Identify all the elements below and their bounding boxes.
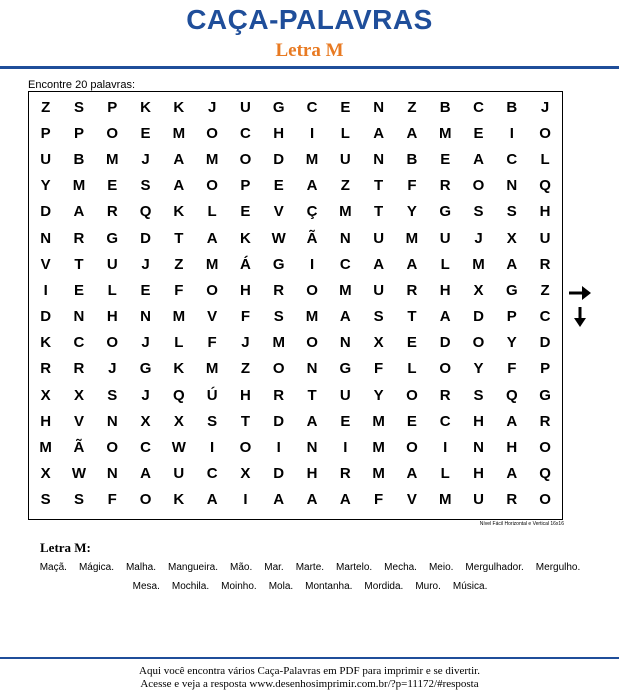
word-item: Mecha. <box>384 562 417 573</box>
grid-cell[interactable]: Z <box>340 177 350 195</box>
grid-cell[interactable]: L <box>407 360 417 378</box>
grid-cell[interactable]: U <box>473 491 484 509</box>
grid-cell[interactable]: T <box>374 203 384 221</box>
letter-grid <box>29 94 562 513</box>
grid-cell[interactable]: O <box>206 177 218 195</box>
grid-cell[interactable]: F <box>374 491 384 509</box>
grid-cell[interactable]: A <box>73 203 85 221</box>
grid-cell[interactable]: U <box>173 465 185 483</box>
grid-cell[interactable]: P <box>40 124 51 142</box>
grid-cell[interactable]: J <box>540 98 550 116</box>
grid-cell[interactable]: Z <box>540 281 550 299</box>
word-item: Mochila. <box>171 581 210 592</box>
grid-cell[interactable]: M <box>272 334 285 352</box>
grid-cell[interactable]: A <box>339 491 351 509</box>
grid-cell[interactable]: S <box>473 386 484 404</box>
grid-cell[interactable]: R <box>439 177 451 195</box>
grid-cell[interactable]: Z <box>240 360 251 378</box>
grid-cell[interactable]: Á <box>240 255 251 273</box>
grid-cell[interactable]: A <box>339 308 351 326</box>
word-item: Mola. <box>268 581 294 592</box>
word-item: Muro. <box>415 581 441 592</box>
grid-cell[interactable]: D <box>473 308 484 326</box>
grid-cell[interactable]: K <box>173 203 185 221</box>
grid-cell[interactable]: M <box>205 150 219 168</box>
grid-cell[interactable]: Z <box>41 98 51 116</box>
grid-cell[interactable]: F <box>174 281 184 299</box>
grid-cell[interactable]: I <box>276 439 281 457</box>
grid-cell[interactable]: M <box>405 229 419 247</box>
grid-cell[interactable]: P <box>107 98 118 116</box>
grid-cell[interactable]: R <box>539 412 551 430</box>
grid-cell[interactable]: G <box>106 229 119 247</box>
grid-cell[interactable]: A <box>306 177 318 195</box>
grid-cell[interactable]: X <box>173 412 184 430</box>
difficulty-note: Nível Fácil Horizontal e Vertical 16x16 <box>479 521 564 527</box>
grid-cell[interactable]: V <box>406 491 417 509</box>
grid-cell[interactable]: X <box>40 465 51 483</box>
grid-cell[interactable]: H <box>273 124 285 142</box>
instruction-text: Encontre 20 palavras: <box>28 79 136 91</box>
grid-cell[interactable]: S <box>506 203 517 221</box>
grid-cell[interactable]: Y <box>406 203 417 221</box>
word-item: Mesa. <box>132 581 160 592</box>
grid-cell[interactable]: K <box>140 98 151 116</box>
grid-cell[interactable]: S <box>473 203 484 221</box>
grid-cell[interactable]: O <box>206 124 218 142</box>
grid-cell[interactable]: G <box>272 98 285 116</box>
grid-cell[interactable]: D <box>273 412 285 430</box>
grid-cell[interactable]: G <box>139 360 152 378</box>
grid-cell[interactable]: X <box>140 412 151 430</box>
grid-cell[interactable]: B <box>406 150 418 168</box>
grid-cell[interactable]: F <box>240 308 251 326</box>
grid-cell[interactable]: D <box>40 203 52 221</box>
grid-cell[interactable]: L <box>540 150 550 168</box>
grid-cell[interactable]: O <box>239 439 252 457</box>
grid-cell[interactable]: K <box>40 334 52 352</box>
grid-cell[interactable]: O <box>539 439 551 457</box>
grid-cell[interactable]: C <box>140 439 151 457</box>
grid-cell[interactable]: Y <box>473 360 484 378</box>
grid-cell[interactable]: S <box>107 386 118 404</box>
grid-cell[interactable]: Q <box>539 177 551 195</box>
grid-cell[interactable]: N <box>373 150 385 168</box>
word-item: Mergulho. <box>535 562 581 573</box>
grid-cell[interactable]: H <box>506 439 518 457</box>
footer-line-1: Aqui você encontra vários Caça-Palavras em PDF para imprimir e se divertir. <box>139 665 480 677</box>
grid-cell[interactable]: C <box>473 98 484 116</box>
word-item: Mar. <box>264 562 284 573</box>
word-item: Mágica. <box>78 562 114 573</box>
grid-cell[interactable]: M <box>39 439 52 457</box>
grid-cell[interactable]: O <box>539 491 551 509</box>
grid-cell[interactable]: P <box>540 360 551 378</box>
grid-cell[interactable]: M <box>438 491 452 509</box>
grid-cell[interactable]: A <box>506 412 518 430</box>
grid-cell[interactable]: E <box>340 412 351 430</box>
grid-cell[interactable]: U <box>339 150 351 168</box>
word-item: Meio. <box>428 562 454 573</box>
grid-cell[interactable]: V <box>273 203 284 221</box>
grid-cell[interactable]: M <box>172 124 186 142</box>
grid-cell[interactable]: L <box>340 124 350 142</box>
grid-cell[interactable]: C <box>240 124 251 142</box>
grid-cell[interactable]: T <box>174 229 184 247</box>
grid-cell[interactable]: E <box>406 334 417 352</box>
grid-cell[interactable]: J <box>207 98 217 116</box>
puzzle-box <box>28 91 563 520</box>
grid-cell[interactable]: H <box>473 412 484 430</box>
grid-cell[interactable]: J <box>141 386 150 404</box>
grid-cell[interactable]: R <box>273 281 285 299</box>
grid-cell[interactable]: O <box>406 386 418 404</box>
grid-cell[interactable]: P <box>506 308 517 326</box>
grid-cell[interactable]: M <box>372 465 385 483</box>
grid-cell[interactable]: Y <box>373 386 384 404</box>
grid-cell[interactable]: I <box>309 255 315 273</box>
grid-cell[interactable]: E <box>440 150 451 168</box>
grid-cell[interactable]: A <box>406 124 418 142</box>
grid-cell[interactable]: M <box>372 412 385 430</box>
grid-cell[interactable]: N <box>473 439 484 457</box>
grid-cell[interactable]: G <box>505 281 518 299</box>
grid-cell[interactable]: E <box>240 203 251 221</box>
word-item: Malha. <box>125 562 156 573</box>
grid-cell[interactable]: K <box>173 98 185 116</box>
grid-cell[interactable]: I <box>210 439 215 457</box>
grid-cell[interactable]: A <box>206 229 218 247</box>
grid-cell[interactable]: M <box>305 150 319 168</box>
grid-cell[interactable]: R <box>406 281 418 299</box>
grid-cell[interactable]: F <box>107 491 117 509</box>
grid-cell[interactable]: B <box>506 98 518 116</box>
grid-cell[interactable]: N <box>106 412 118 430</box>
grid-cell[interactable]: O <box>539 124 551 142</box>
grid-cell[interactable]: O <box>106 439 119 457</box>
grid-cell[interactable]: D <box>40 308 52 326</box>
grid-cell[interactable]: N <box>306 439 318 457</box>
grid-cell[interactable]: P <box>73 124 84 142</box>
grid-cell[interactable]: M <box>105 150 119 168</box>
grid-cell[interactable]: H <box>539 203 551 221</box>
grid-cell[interactable]: X <box>240 465 251 483</box>
grid-cell[interactable]: D <box>273 465 285 483</box>
grid-cell[interactable]: M <box>172 308 186 326</box>
grid-cell[interactable]: D <box>273 150 285 168</box>
grid-cell[interactable]: T <box>407 308 417 326</box>
grid-cell[interactable]: O <box>306 281 318 299</box>
grid-cell[interactable]: R <box>73 360 85 378</box>
grid-cell[interactable]: J <box>141 255 150 273</box>
grid-cell[interactable]: A <box>406 255 418 273</box>
grid-cell[interactable]: D <box>140 229 151 247</box>
grid-cell[interactable]: R <box>40 360 52 378</box>
grid-cell[interactable]: E <box>473 124 484 142</box>
grid-cell[interactable]: K <box>240 229 251 247</box>
grid-cell[interactable]: Q <box>173 386 185 404</box>
grid-cell[interactable]: O <box>406 439 418 457</box>
grid-cell[interactable]: T <box>307 386 317 404</box>
grid-cell[interactable]: K <box>173 360 185 378</box>
grid-cell[interactable]: G <box>539 386 551 404</box>
grid-cell[interactable]: N <box>73 308 85 326</box>
grid-cell[interactable]: C <box>306 98 318 116</box>
grid-cell[interactable]: M <box>205 255 219 273</box>
grid-cell[interactable]: E <box>273 177 284 195</box>
grid-cell[interactable]: C <box>439 412 451 430</box>
grid-cell[interactable]: H <box>306 465 318 483</box>
grid-cell[interactable]: H <box>439 281 451 299</box>
bottom-divider <box>0 657 619 659</box>
grid-cell[interactable]: W <box>71 465 87 483</box>
grid-cell[interactable]: W <box>171 439 186 457</box>
grid-cell[interactable]: S <box>273 308 284 326</box>
word-item: Martelo. <box>336 562 373 573</box>
grid-cell[interactable]: S <box>73 98 84 116</box>
grid-cell[interactable]: Ã <box>73 439 85 457</box>
grid-cell[interactable]: H <box>240 386 251 404</box>
grid-cell[interactable]: M <box>72 177 86 195</box>
grid-cell[interactable]: A <box>373 124 385 142</box>
grid-cell[interactable]: A <box>173 150 185 168</box>
grid-cell[interactable]: N <box>506 177 518 195</box>
grid-cell[interactable]: Y <box>40 177 51 195</box>
grid-cell[interactable]: Y <box>506 334 517 352</box>
grid-cell[interactable]: J <box>241 334 250 352</box>
grid-cell[interactable]: R <box>539 255 551 273</box>
grid-cell[interactable]: O <box>439 360 452 378</box>
grid-cell[interactable]: G <box>272 255 285 273</box>
grid-cell[interactable]: A <box>506 465 518 483</box>
grid-cell[interactable]: S <box>73 491 84 509</box>
grid-cell[interactable]: B <box>73 150 85 168</box>
grid-cell[interactable]: O <box>106 124 119 142</box>
grid-cell[interactable]: U <box>240 98 251 116</box>
grid-cell[interactable]: A <box>373 255 385 273</box>
word-item: Mangueira. <box>167 562 219 573</box>
word-item: Música. <box>452 581 488 592</box>
grid-cell[interactable]: Q <box>505 386 518 404</box>
grid-cell[interactable]: O <box>139 491 152 509</box>
grid-cell[interactable]: D <box>539 334 551 352</box>
grid-cell[interactable]: O <box>272 360 285 378</box>
grid-cell[interactable]: L <box>107 281 117 299</box>
grid-cell[interactable]: Ç <box>306 203 318 221</box>
grid-cell[interactable]: E <box>107 177 118 195</box>
grid-cell[interactable]: X <box>40 386 51 404</box>
word-item: Moinho. <box>221 581 257 592</box>
grid-cell[interactable]: O <box>106 334 119 352</box>
grid-cell[interactable]: M <box>339 281 352 299</box>
grid-cell[interactable]: X <box>373 334 384 352</box>
grid-cell[interactable]: A <box>406 465 418 483</box>
grid-cell[interactable]: W <box>271 229 286 247</box>
grid-cell[interactable]: U <box>373 229 385 247</box>
grid-cell[interactable]: E <box>406 412 417 430</box>
grid-cell[interactable]: L <box>207 203 217 221</box>
grid-cell[interactable]: T <box>374 177 384 195</box>
grid-cell[interactable]: R <box>106 203 118 221</box>
grid-cell[interactable]: I <box>43 281 48 299</box>
grid-cell[interactable]: N <box>339 334 351 352</box>
grid-cell[interactable]: C <box>506 150 518 168</box>
grid-cell[interactable]: S <box>140 177 151 195</box>
footer <box>0 665 619 691</box>
grid-cell[interactable]: A <box>306 491 318 509</box>
grid-cell[interactable]: T <box>74 255 84 273</box>
word-item: Maçã. <box>39 562 67 573</box>
grid-cell[interactable]: K <box>173 491 185 509</box>
grid-cell[interactable]: C <box>206 465 218 483</box>
grid-cell[interactable]: E <box>73 281 84 299</box>
grid-cell[interactable]: E <box>140 124 151 142</box>
grid-cell[interactable]: F <box>407 177 417 195</box>
grid-cell[interactable]: N <box>306 360 318 378</box>
grid-cell[interactable]: Q <box>139 203 152 221</box>
grid-cell[interactable]: L <box>440 255 450 273</box>
grid-cell[interactable]: U <box>539 229 551 247</box>
grid-cell[interactable]: G <box>439 203 452 221</box>
grid-cell[interactable]: R <box>273 386 285 404</box>
grid-cell[interactable]: M <box>372 439 385 457</box>
grid-cell[interactable]: J <box>108 360 117 378</box>
grid-cell[interactable]: X <box>473 281 484 299</box>
grid-cell[interactable]: I <box>509 124 514 142</box>
footer-line-2: Acesse e veja a resposta www.desenhosimprimir.com.br/?p=11172/#resposta <box>140 678 479 690</box>
grid-cell[interactable]: T <box>240 412 251 430</box>
grid-cell[interactable]: F <box>374 360 384 378</box>
grid-cell[interactable]: M <box>339 203 352 221</box>
grid-cell[interactable]: G <box>339 360 352 378</box>
grid-cell[interactable]: U <box>106 255 118 273</box>
grid-cell[interactable]: A <box>306 412 318 430</box>
word-item: Marte. <box>295 562 325 573</box>
grid-cell[interactable]: Ú <box>206 386 218 404</box>
grid-cell[interactable]: N <box>339 229 351 247</box>
page-subtitle: Letra M <box>275 40 344 61</box>
grid-cell[interactable]: M <box>305 308 319 326</box>
grid-cell[interactable]: S <box>207 412 218 430</box>
grid-cell[interactable]: J <box>141 334 150 352</box>
grid-cell[interactable]: E <box>340 98 351 116</box>
grid-cell[interactable]: D <box>439 334 451 352</box>
grid-cell[interactable]: R <box>339 465 351 483</box>
grid-cell[interactable]: N <box>40 229 52 247</box>
grid-cell[interactable]: V <box>73 412 84 430</box>
grid-cell[interactable]: I <box>343 439 348 457</box>
grid-cell[interactable]: O <box>206 281 218 299</box>
grid-cell[interactable]: U <box>439 229 451 247</box>
page-title: CAÇA-PALAVRAS <box>186 4 433 35</box>
grid-cell[interactable]: M <box>205 360 219 378</box>
grid-cell[interactable]: O <box>472 177 485 195</box>
grid-cell[interactable]: V <box>40 255 51 273</box>
grid-cell[interactable]: A <box>473 150 484 168</box>
grid-cell[interactable]: H <box>106 308 118 326</box>
grid-cell[interactable]: N <box>373 98 385 116</box>
grid-cell[interactable]: U <box>40 150 52 168</box>
grid-cell[interactable]: L <box>174 334 184 352</box>
grid-cell[interactable]: S <box>40 491 51 509</box>
grid-cell[interactable]: P <box>240 177 251 195</box>
grid-cell[interactable]: R <box>439 386 451 404</box>
grid-cell[interactable]: Q <box>539 465 551 483</box>
grid-cell[interactable]: N <box>106 465 118 483</box>
grid-cell[interactable]: A <box>140 465 151 483</box>
grid-cell[interactable]: A <box>506 255 518 273</box>
word-item: Mão. <box>230 562 253 573</box>
grid-cell[interactable]: A <box>273 491 285 509</box>
grid-cell[interactable]: C <box>73 334 85 352</box>
grid-cell[interactable]: S <box>373 308 384 326</box>
word-list <box>30 558 590 596</box>
grid-cell[interactable]: N <box>140 308 151 326</box>
word-list-title: Letra M: <box>40 540 91 555</box>
word-item: Mordida. <box>364 581 404 592</box>
grid-cell[interactable]: I <box>309 124 315 142</box>
grid-cell[interactable]: A <box>439 308 451 326</box>
grid-cell[interactable]: M <box>438 124 452 142</box>
grid-cell[interactable]: I <box>443 439 448 457</box>
arrow-right-icon <box>568 283 592 303</box>
grid-cell[interactable]: F <box>207 334 217 352</box>
grid-cell[interactable]: O <box>472 334 485 352</box>
grid-cell[interactable]: F <box>507 360 517 378</box>
grid-cell[interactable]: R <box>506 491 518 509</box>
grid-cell[interactable]: H <box>240 281 251 299</box>
word-item: Mergulhador. <box>465 562 524 573</box>
grid-cell[interactable]: X <box>73 386 84 404</box>
grid-cell[interactable]: H <box>40 412 52 430</box>
grid-cell[interactable]: M <box>472 255 485 273</box>
grid-cell[interactable]: L <box>440 465 450 483</box>
word-item: Montanha. <box>305 581 353 592</box>
grid-cell[interactable]: I <box>243 491 248 509</box>
grid-cell[interactable]: O <box>306 334 318 352</box>
top-divider <box>0 66 619 69</box>
grid-cell[interactable]: Z <box>407 98 417 116</box>
grid-cell[interactable]: H <box>473 465 484 483</box>
grid-cell[interactable]: A <box>173 177 185 195</box>
arrow-down-icon <box>573 306 587 328</box>
grid-cell[interactable]: R <box>73 229 85 247</box>
grid-cell[interactable]: Z <box>174 255 184 273</box>
grid-cell[interactable]: J <box>474 229 483 247</box>
grid-cell[interactable]: B <box>439 98 451 116</box>
grid-cell[interactable]: Ã <box>306 229 318 247</box>
grid-cell[interactable]: U <box>373 281 385 299</box>
grid-cell[interactable]: V <box>207 308 218 326</box>
grid-cell[interactable]: O <box>239 150 252 168</box>
grid-cell[interactable]: A <box>206 491 218 509</box>
grid-cell[interactable]: U <box>339 386 351 404</box>
grid-cell[interactable]: J <box>141 150 150 168</box>
grid-cell[interactable]: C <box>539 308 551 326</box>
grid-cell[interactable]: C <box>339 255 351 273</box>
grid-cell[interactable]: X <box>506 229 517 247</box>
grid-cell[interactable]: E <box>140 281 151 299</box>
